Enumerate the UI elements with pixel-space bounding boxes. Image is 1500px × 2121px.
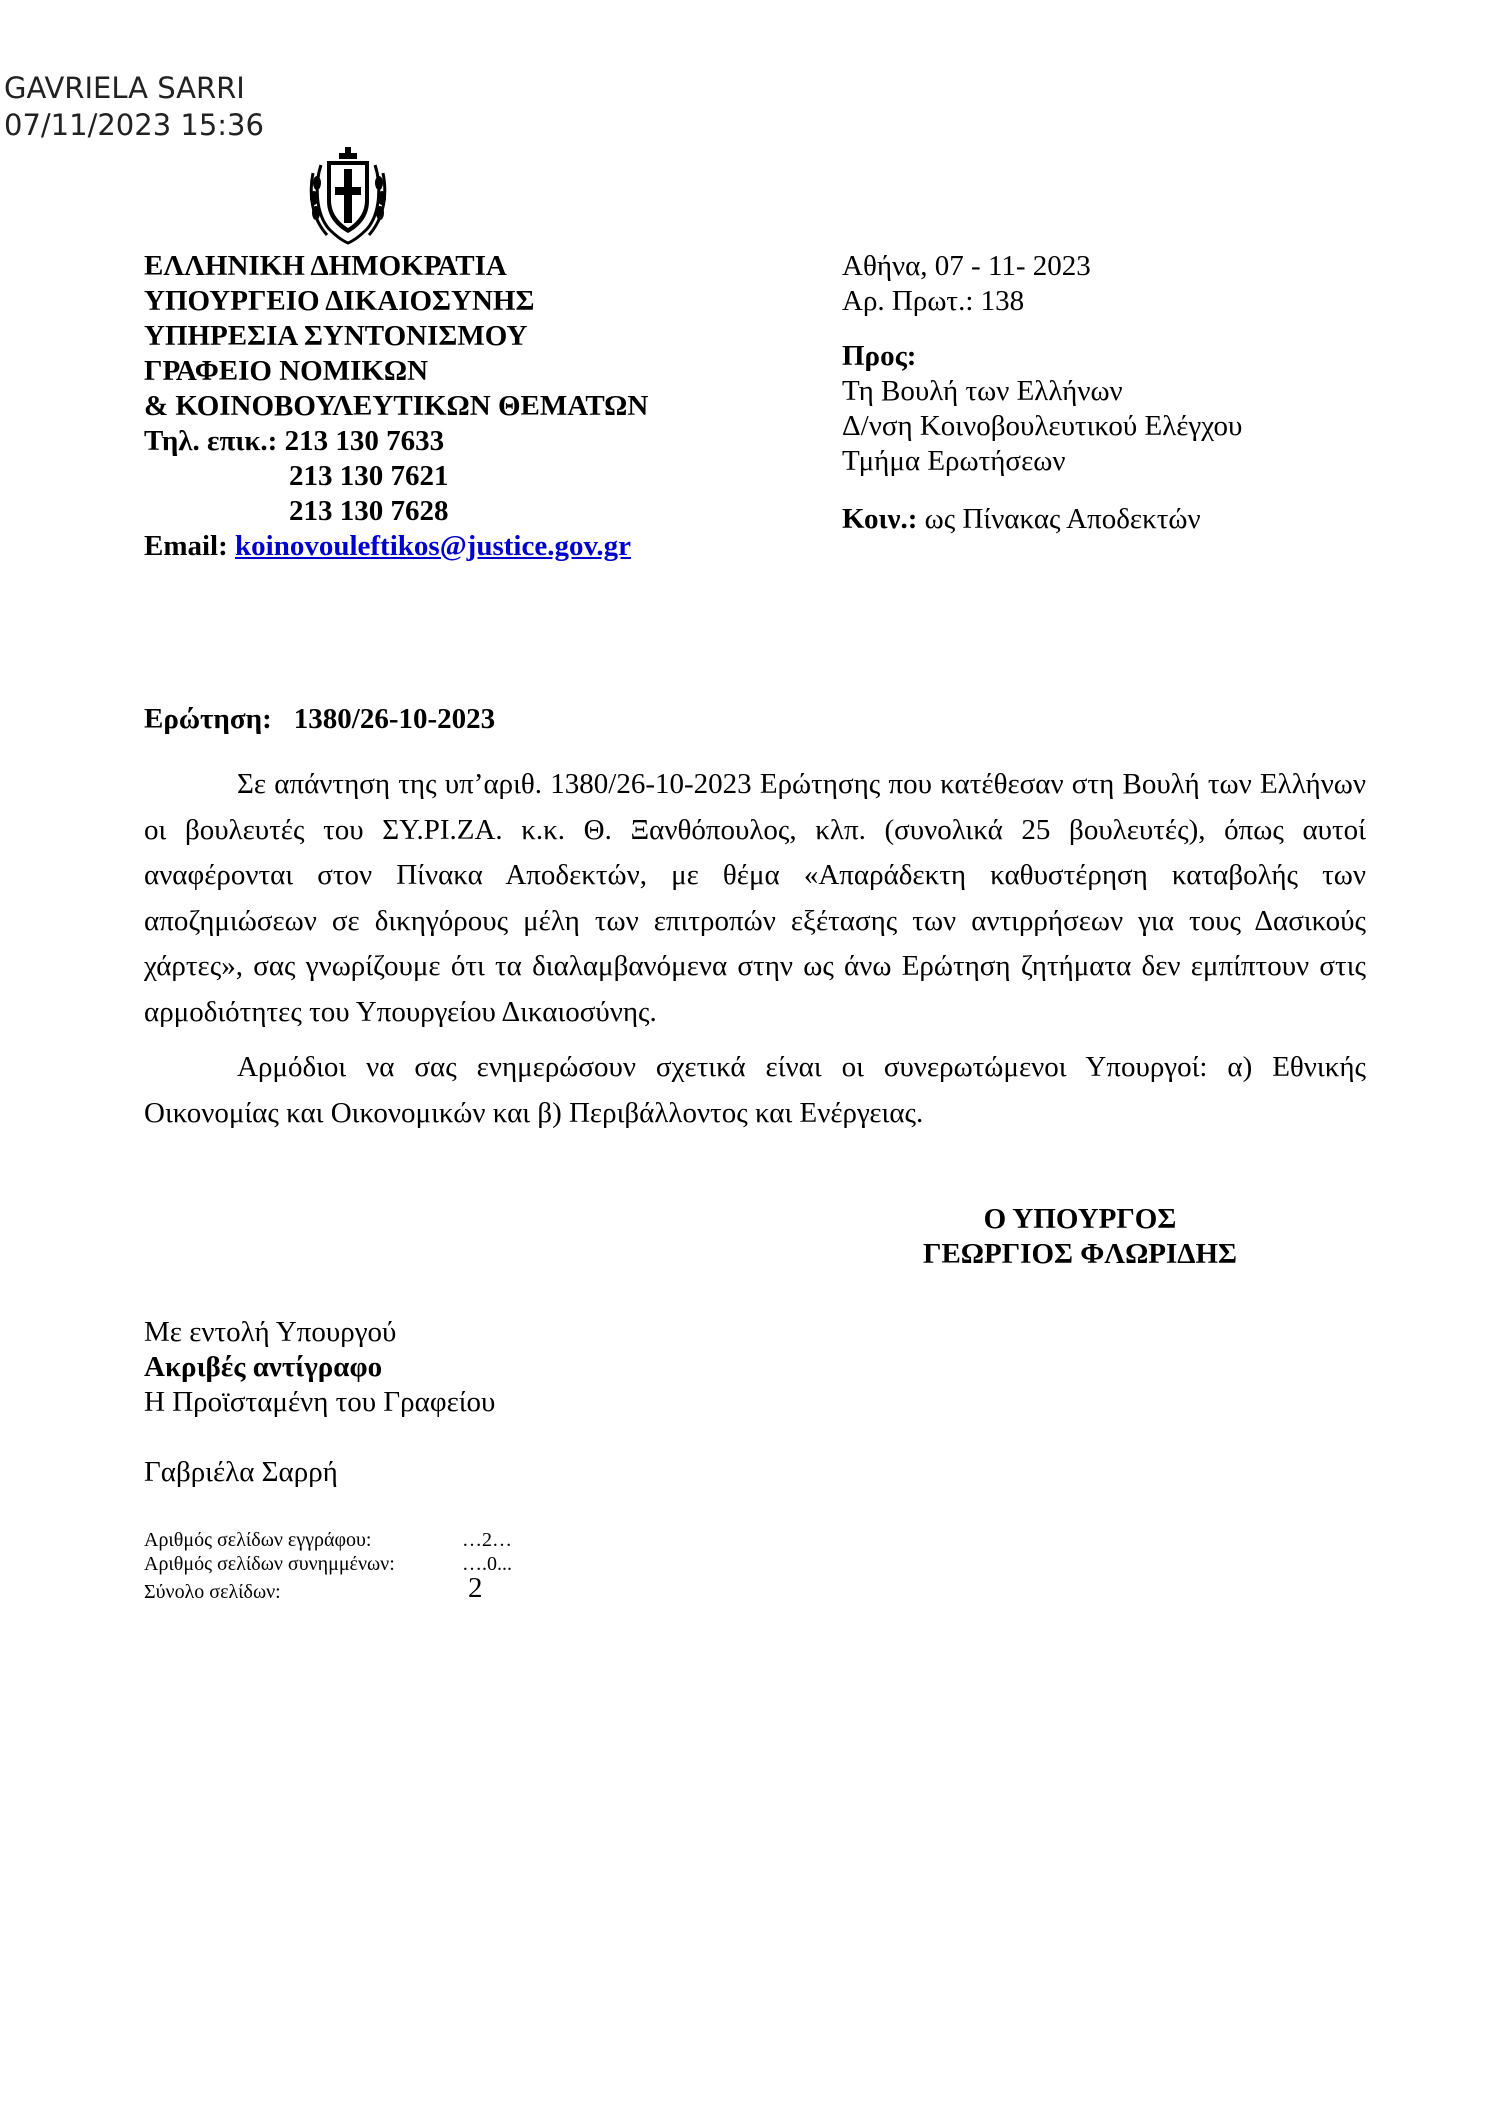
recipient-line: Τμήμα Ερωτήσεων	[842, 445, 1066, 477]
ministry-name: ΥΠΟΥΡΓΕΙΟ ΔΙΚΑΙΟΣΥΝΗΣ	[144, 285, 535, 317]
phone-number: 213 130 7621	[289, 460, 449, 492]
recipient-line: Δ/νση Κοινοβουλευτικού Ελέγχου	[842, 410, 1243, 442]
digital-signature-stamp	[4, 70, 264, 144]
stamp-name: GAVRIELA SARRI	[4, 71, 245, 105]
doc-pages-value: …2…	[462, 1529, 512, 1551]
head-of-office-line: Η Προϊσταμένη του Γραφείου	[144, 1386, 496, 1418]
doc-pages-label: Αριθμός σελίδων εγγράφου:	[144, 1529, 372, 1551]
signatory-name: ΓΕΩΡΓΙΟΣ ΦΛΩΡΙΔΗΣ	[923, 1238, 1237, 1270]
certified-copy-label: Ακριβές αντίγραφο	[144, 1351, 383, 1383]
body-paragraph: Αρμόδιοι να σας ενημερώσουν σχετικά είναι οι συνερωτώμενοι Υπουργοί: α) Εθνικής Οικονομίας και Οικονομικών και β) Περιβάλλοντος και Ενέργειας.	[144, 1051, 1366, 1129]
protocol-number: Αρ. Πρωτ.: 138	[842, 285, 1025, 317]
total-pages-value: 2	[468, 1572, 483, 1604]
phone-number: 213 130 7628	[289, 495, 449, 527]
place-date: Αθήνα, 07 - 11- 2023	[842, 250, 1091, 282]
email-line	[144, 529, 648, 564]
to-label: Προς:	[842, 340, 917, 372]
total-pages-label: Σύνολο σελίδων:	[144, 1581, 281, 1603]
office-name: ΓΡΑΦΕΙΟ ΝΟΜΙΚΩΝ	[144, 355, 429, 387]
phone-number: 213 130 7633	[284, 425, 445, 457]
recipient-line: Τη Βουλή των Ελλήνων	[842, 375, 1123, 407]
attachment-pages-label: Αριθμός σελίδων συνημμένων:	[144, 1553, 395, 1575]
letter-body	[144, 762, 1366, 1136]
order-line: Με εντολή Υπουργού	[144, 1316, 397, 1348]
sender-block	[144, 249, 648, 564]
cc-line	[842, 502, 1242, 537]
office-name-continued: & ΚΟΙΝΟΒΟΥΛΕΥΤΙΚΩΝ ΘΕΜΑΤΩΝ	[144, 390, 649, 422]
copy-signer-name: Γαβριέλα Σαρρή	[144, 1456, 338, 1488]
question-label: Ερώτηση:	[144, 703, 272, 735]
country-name: ΕΛΛΗΝΙΚΗ ΔΗΜΟΚΡΑΤΙΑ	[144, 250, 507, 282]
recipient-block	[842, 249, 1242, 537]
cc-label: Κοιν.:	[842, 503, 918, 535]
phone-line	[144, 424, 648, 459]
greek-coat-of-arms-icon	[305, 143, 391, 247]
stamp-datetime: 07/11/2023 15:36	[4, 108, 264, 142]
attachment-pages-value: ….0...	[462, 1553, 512, 1575]
email-link[interactable]: koinovouleftikos@justice.gov.gr	[235, 530, 631, 562]
body-paragraph: Σε απάντηση της υπ’αριθ. 1380/26-10-2023 Ερώτησης που κατέθεσαν στη Βουλή των Ελλήνων οι βουλευτές του ΣΥ.ΡΙ.ΖΑ. κ.κ. Θ. Ξανθόπουλος, κλπ. (συνολικά 25 βουλευτές), όπως αυτοί αναφέρονται στον Πίνακα Αποδεκτών, με θέμα «Απαράδεκτη καθυστέρηση καταβολής των αποζημιώσεων σε δικηγόρους μέλη των επιτροπών εξέτασης των αντιρρήσεων για τους Δασικούς χάρτες», σας γνωρίζουμε ότι τα διαλαμβανόμενα στην ως άνω Ερώτηση ζητήματα δεν εμπίπτουν στις αρμοδιότητες του Υπουργείου Δικαιοσύνης.	[144, 768, 1366, 1028]
service-name: ΥΠΗΡΕΣΙΑ ΣΥΝΤΟΝΙΣΜΟΥ	[144, 320, 528, 352]
email-label: Email:	[144, 530, 228, 562]
signatory-title: Ο ΥΠΟΥΡΓΟΣ	[983, 1203, 1177, 1235]
question-number: 1380/26-10-2023	[293, 703, 496, 735]
phone-label: Τηλ. επικ.:	[144, 425, 278, 457]
question-reference	[144, 703, 495, 736]
certified-copy-block	[144, 1315, 495, 1420]
cc-value: ως Πίνακας Αποδεκτών	[924, 503, 1201, 535]
signature-block	[900, 1202, 1260, 1272]
page-count-block	[144, 1528, 512, 1610]
